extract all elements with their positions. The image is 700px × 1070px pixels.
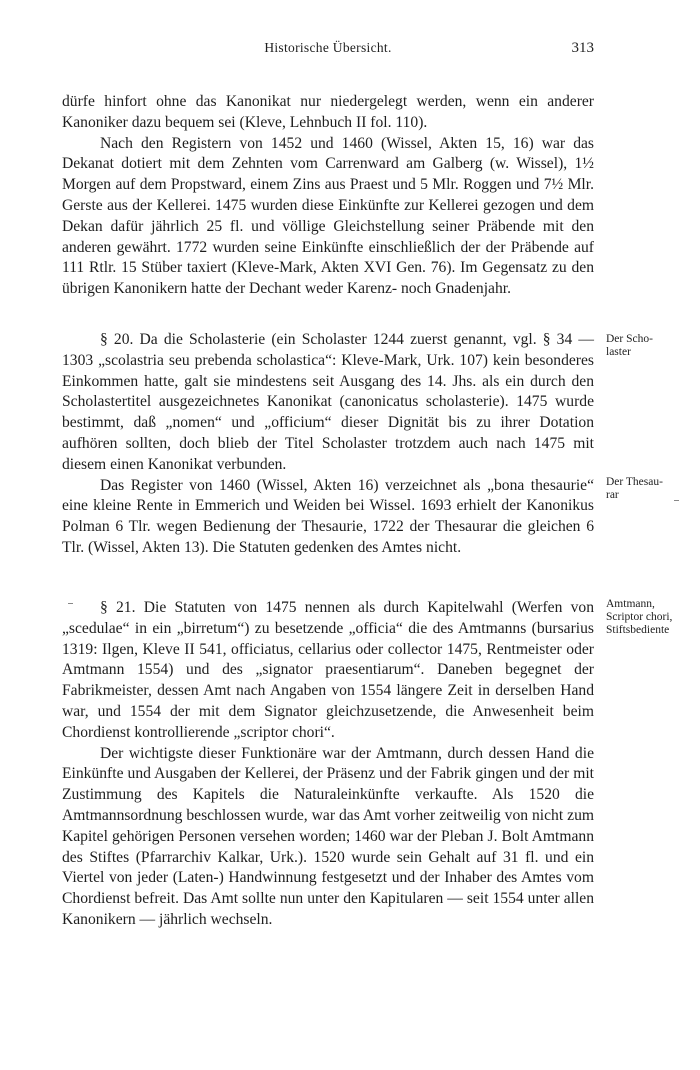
scan-mark [674,500,679,501]
text-block-amtmann [62,598,594,931]
text-block-scholaster [62,330,594,559]
paragraph-thesaurie: Das Register von 1460 (Wissel, Akten 16) verzeichnet als „bona thesaurie“ eine kleine Rente in Emmerich und Weiden bei Wissel. 1693 erhielt der Kanonikus Polman 6 Tlr. wegen Bedienung der Thesaurie, 1722 der Thesaurar die gleichen 6 Tlr. (Wissel, Akten 13). Die Statuten gedenken des Amtes nicht. [62,476,594,556]
margin-note-scholaster: Der Scho- laster [606,333,653,358]
page-header [62,40,594,62]
margin-note-thesaurar: Der Thesau- rar [606,476,663,501]
paragraph-amtmann: Der wichtigste dieser Funktionäre war der Amtmann, durch dessen Hand die Einkünfte und Ausgaben der Kellerei, der Präsenz und der Fabrik gingen und der mit Zustimmung des Kapitels die Naturaleinkünfte verkaufte. Als 1520 die Amtmannsordnung beschlossen wurde, war das Amt vorher zeitweilig von nicht zum Kapitel gehörigen Personen versehen worden; 1460 war der Pleban J. Bolt Amtmann des Stiftes (Pfarrarchiv Kalkar, Urk.). 1520 wurde sein Gehalt auf 31 fl. und ein Viertel von jeder (Laten-) Handwinnung festgesetzt und der Inhaber des Amtes vom Chordienst befreit. Das Amt sollte nun unter den Kapitularen — seit 1554 unter allen Kanonikern — jährlich wechseln. [62,744,594,928]
paragraph-section-21: § 21. Die Statuten von 1475 nennen als durch Kapitelwahl (Werfen von „scedulae“ in ein „birretum“) zu besetzende „officia“ die des Amtmanns (bursarius 1319: Ilgen, Kleve II 541, officiatus, cellarius oder collector 1475, Rentmeister oder Amtmann 1554) und des „signator praesentiarum“. Daneben begegnet der Fabrikmeister, dessen Amt nach Angaben von 1554 längere Zeit in derselben Hand war, und 1554 der mit dem Signator gleichzusetzende, die Anwesenheit beim Chordienst kontrollierende „scriptor chori“. [62,599,594,741]
page-number: 313 [571,40,594,56]
running-title: Historische Übersicht. [264,40,392,55]
paragraph-continuation: dürfe hinfort ohne das Kanonikat nur niedergelegt werden, wenn ein anderer Kanoniker dazu bequem sei (Kleve, Lehnbuch II fol. 110). [62,93,594,131]
paragraph-section-20: § 20. Da die Scholasterie (ein Scholaster 1244 zuerst genannt, vgl. § 34 — 1303 „scolastria seu prebenda scholastica“: Kleve-Mark, Urk. 107) kein besonderes Einkommen hatte, galt sie mindestens seit Ausgang des 14. Jhs. als ein durch den Scholastertitel ausgezeichnetes Kanonikat (canonicatus scholasterie). 1475 wurde bestimmt, daß „nomen“ und „officium“ dieser Dignität bis zu ihrer Dotation aufhören sollten, doch blieb der Titel Scholaster trotzdem auch nach 1475 mit diesem einen Kanonikat verbunden. [62,331,594,473]
scan-mark [68,603,73,604]
text-block-dechant [62,92,594,300]
paragraph-dekanat: Nach den Registern von 1452 und 1460 (Wissel, Akten 15, 16) war das Dekanat dotiert mit dem Zehnten vom Carrenward am Galberg (w. Wissel), 1½ Morgen auf dem Propstward, einem Zins aus Praest und 5 Mlr. Roggen und 7½ Mlr. Gerste aus der Kellerei. 1475 wurden diese Einkünfte zur Kellerei gezogen und dem Dekan dafür jährlich 25 fl. und völlige Gleichstellung seiner Präbende mit den anderen gewährt. 1772 wurden seine Einkünfte einschließlich der der Präbende auf 111 Rtlr. 15 Stüber taxiert (Kleve-Mark, Akten XVI Gen. 76). Im Gegensatz zu den übrigen Kanonikern hatte der Dechant weder Karenz- noch Gnadenjahr. [62,134,594,298]
margin-note-amtmann: Amtmann, Scriptor chori, Stiftsbediente [606,598,673,636]
